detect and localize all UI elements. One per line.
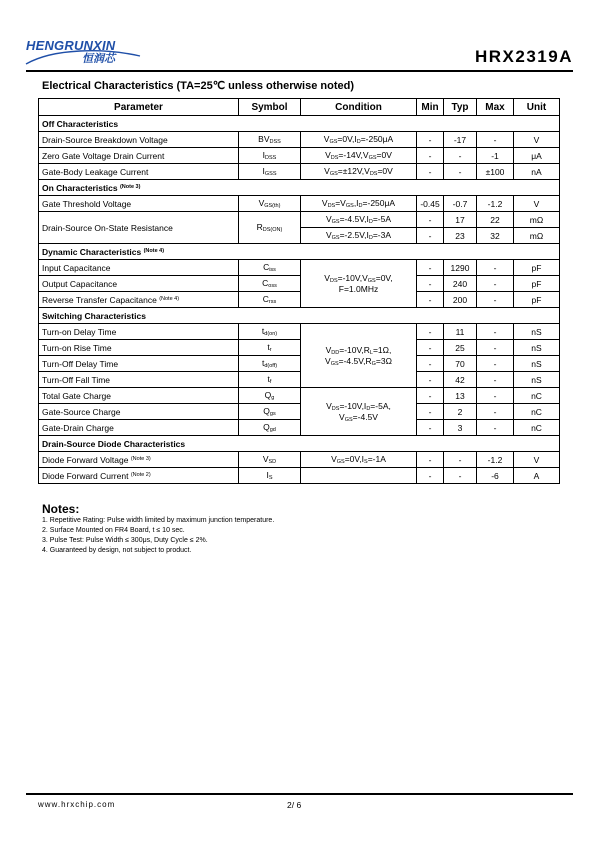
table-row (39, 260, 560, 276)
max-cell: - (477, 372, 514, 388)
param-cell: Drain-Source On-State Resistance (39, 212, 239, 244)
symbol-cell: $C_{rss}$ (239, 292, 301, 308)
param-cell: Output Capacitance (39, 276, 239, 292)
max-cell: - (477, 324, 514, 340)
section-row (39, 244, 560, 260)
logo-chinese-text: 恒润芯 (82, 53, 115, 65)
condition-cell: $V_{GS}=-2.5V,I_D=-3A$ (301, 228, 417, 244)
unit-cell: nS (514, 340, 560, 356)
symbol-cell: $BV_{DSS}$ (239, 132, 301, 148)
col-header: Typ (444, 99, 477, 116)
typ-cell: - (444, 148, 477, 164)
min-cell: - (417, 452, 444, 468)
min-cell: - (417, 292, 444, 308)
condition-cell: $V_{DS}=-10V,V_{GS}=0V$, F=1.0MHz (301, 260, 417, 308)
table-row (39, 148, 560, 164)
max-cell: - (477, 132, 514, 148)
symbol-cell: $I_{GSS}$ (239, 164, 301, 180)
symbol-cell: $Q_{gd}$ (239, 420, 301, 436)
max-cell: 32 (477, 228, 514, 244)
min-cell: - (417, 356, 444, 372)
unit-cell: V (514, 132, 560, 148)
unit-cell: nC (514, 388, 560, 404)
typ-cell: - (444, 468, 477, 484)
note-item: 4. Guaranteed by design, not subject to product. (42, 547, 192, 554)
symbol-cell: $R_{DS(ON)}$ (239, 212, 301, 244)
symbol-cell: $t_{d(off)}$ (239, 356, 301, 372)
max-cell: ±100 (477, 164, 514, 180)
max-cell: 22 (477, 212, 514, 228)
symbol-cell: $t_r$ (239, 340, 301, 356)
notes-title: Notes: (42, 502, 80, 516)
max-cell: - (477, 356, 514, 372)
section-row (39, 308, 560, 324)
param-cell: Drain-Source Breakdown Voltage (39, 132, 239, 148)
col-header: Max (477, 99, 514, 116)
min-cell: - (417, 132, 444, 148)
col-header: Condition (301, 99, 417, 116)
min-cell: - (417, 388, 444, 404)
table-row (39, 276, 560, 292)
unit-cell: pF (514, 260, 560, 276)
unit-cell: pF (514, 276, 560, 292)
typ-cell: 23 (444, 228, 477, 244)
header-rule (26, 70, 573, 72)
typ-cell: - (444, 452, 477, 468)
condition-cell: $V_{DD}=-10V,R_L=1\Omega$, $V_{GS}=-4.5V,R_G=3\Omega$ (301, 324, 417, 388)
symbol-cell: $C_{oss}$ (239, 276, 301, 292)
typ-cell: 3 (444, 420, 477, 436)
section-label: Drain-Source Diode Characteristics (39, 436, 560, 452)
min-cell: - (417, 228, 444, 244)
symbol-cell: $t_f$ (239, 372, 301, 388)
param-cell: Diode Forward Current $^{(Note 2)}$ (39, 468, 239, 484)
symbol-cell: $I_{DSS}$ (239, 148, 301, 164)
unit-cell: nA (514, 164, 560, 180)
max-cell: -1 (477, 148, 514, 164)
typ-cell: 11 (444, 324, 477, 340)
part-number: HRX2319A (475, 47, 573, 66)
param-cell: Diode Forward Voltage $^{(Note 3)}$ (39, 452, 239, 468)
typ-cell: 70 (444, 356, 477, 372)
param-cell: Reverse Transfer Capacitance $^{(Note 4)}$ (39, 292, 239, 308)
max-cell: -6 (477, 468, 514, 484)
table-row (39, 420, 560, 436)
min-cell: - (417, 372, 444, 388)
min-cell: - (417, 212, 444, 228)
unit-cell: mΩ (514, 212, 560, 228)
notes-list (42, 516, 274, 556)
footer-website: www.hrxchip.com (38, 800, 116, 809)
symbol-cell: $V_{GS(th)}$ (239, 196, 301, 212)
col-header: Symbol (239, 99, 301, 116)
condition-cell: $V_{DS}=-10V,I_D=-5A$, $V_{GS}=-4.5V$ (301, 388, 417, 436)
section-label: Switching Characteristics (39, 308, 560, 324)
table-row (39, 212, 560, 228)
condition-cell: $V_{DS}=V_{GS},I_D=-250\mu A$ (301, 196, 417, 212)
unit-cell: nS (514, 372, 560, 388)
section-row (39, 180, 560, 196)
min-cell: - (417, 164, 444, 180)
symbol-cell: $t_{d(on)}$ (239, 324, 301, 340)
unit-cell: nS (514, 356, 560, 372)
note-item: 3. Pulse Test: Pulse Width ≤ 300μs, Duty Cycle ≤ 2%. (42, 537, 208, 544)
symbol-cell: $Q_{gs}$ (239, 404, 301, 420)
param-cell: Input Capacitance (39, 260, 239, 276)
unit-cell: mΩ (514, 228, 560, 244)
company-logo (26, 38, 138, 66)
unit-cell: A (514, 468, 560, 484)
table-row (39, 196, 560, 212)
col-header: Unit (514, 99, 560, 116)
table-row (39, 452, 560, 468)
max-cell: - (477, 260, 514, 276)
typ-cell: 1290 (444, 260, 477, 276)
unit-cell: μA (514, 148, 560, 164)
min-cell: - (417, 148, 444, 164)
max-cell: - (477, 292, 514, 308)
typ-cell: 2 (444, 404, 477, 420)
min-cell: - (417, 260, 444, 276)
typ-cell: - (444, 164, 477, 180)
param-cell: Gate-Source Charge (39, 404, 239, 420)
table-row (39, 164, 560, 180)
typ-cell: 13 (444, 388, 477, 404)
max-cell: -1.2 (477, 452, 514, 468)
param-cell: Turn-on Delay Time (39, 324, 239, 340)
max-cell: - (477, 340, 514, 356)
condition-cell: $V_{GS}=\pm 12V,V_{DS}=0V$ (301, 164, 417, 180)
table-row (39, 388, 560, 404)
table-row (39, 468, 560, 484)
typ-cell: 42 (444, 372, 477, 388)
param-cell: Turn-Off Fall Time (39, 372, 239, 388)
max-cell: - (477, 420, 514, 436)
section-row (39, 436, 560, 452)
param-cell: Gate-Body Leakage Current (39, 164, 239, 180)
unit-cell: nC (514, 404, 560, 420)
section-label: Dynamic Characteristics $^{(Note 4)}$ (39, 244, 560, 260)
condition-cell: $V_{GS}=0V,I_D=-250\mu A$ (301, 132, 417, 148)
note-item: 1. Repetitive Rating: Pulse width limited by maximum junction temperature. (42, 517, 275, 524)
section-title: Electrical Characteristics (TA=25℃ unless otherwise noted) (42, 80, 355, 92)
page-number: 2/ 6 (287, 800, 302, 810)
unit-cell: V (514, 452, 560, 468)
max-cell: -1.2 (477, 196, 514, 212)
electrical-characteristics-table (38, 98, 560, 484)
min-cell: - (417, 420, 444, 436)
table-row (39, 132, 560, 148)
max-cell: - (477, 388, 514, 404)
min-cell: - (417, 324, 444, 340)
param-cell: Total Gate Charge (39, 388, 239, 404)
max-cell: - (477, 404, 514, 420)
condition-cell (301, 468, 417, 484)
table-header-row (39, 99, 560, 116)
typ-cell: 200 (444, 292, 477, 308)
table-row (39, 340, 560, 356)
unit-cell: V (514, 196, 560, 212)
section-label: On Characteristics $^{(Note 3)}$ (39, 180, 560, 196)
min-cell: - (417, 404, 444, 420)
condition-cell: $V_{GS}=0V,I_S=-1A$ (301, 452, 417, 468)
col-header: Parameter (39, 99, 239, 116)
table-row (39, 324, 560, 340)
condition-cell: $V_{DS}=-14V,V_{GS}=0V$ (301, 148, 417, 164)
unit-cell: pF (514, 292, 560, 308)
symbol-cell: $I_S$ (239, 468, 301, 484)
footer-rule (26, 793, 573, 795)
param-cell: Gate-Drain Charge (39, 420, 239, 436)
table-row (39, 372, 560, 388)
typ-cell: 25 (444, 340, 477, 356)
min-cell: - (417, 340, 444, 356)
max-cell: - (477, 276, 514, 292)
min-cell: - (417, 468, 444, 484)
min-cell: -0.45 (417, 196, 444, 212)
param-cell: Zero Gate Voltage Drain Current (39, 148, 239, 164)
min-cell: - (417, 276, 444, 292)
typ-cell: -17 (444, 132, 477, 148)
unit-cell: nS (514, 324, 560, 340)
typ-cell: 17 (444, 212, 477, 228)
typ-cell: 240 (444, 276, 477, 292)
logo-text: HENGRUNXIN (26, 38, 116, 53)
condition-cell: $V_{GS}=-4.5V,I_D=-5A$ (301, 212, 417, 228)
section-row (39, 116, 560, 132)
symbol-cell: $Q_g$ (239, 388, 301, 404)
symbol-cell: $C_{iss}$ (239, 260, 301, 276)
unit-cell: nC (514, 420, 560, 436)
param-cell: Gate Threshold Voltage (39, 196, 239, 212)
section-label: Off Characteristics (39, 116, 560, 132)
table-row (39, 404, 560, 420)
col-header: Min (417, 99, 444, 116)
param-cell: Turn-on Rise Time (39, 340, 239, 356)
note-item: 2. Surface Mounted on FR4 Board, t ≤ 10 sec. (42, 527, 185, 534)
typ-cell: -0.7 (444, 196, 477, 212)
symbol-cell: $V_{SD}$ (239, 452, 301, 468)
table-row (39, 356, 560, 372)
table-row (39, 292, 560, 308)
param-cell: Turn-Off Delay Time (39, 356, 239, 372)
